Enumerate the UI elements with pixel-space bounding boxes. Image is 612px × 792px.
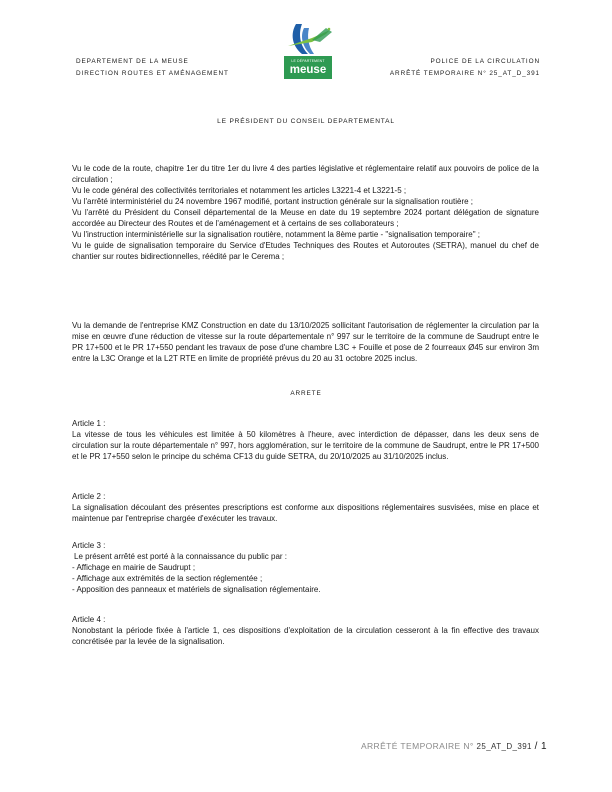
- logo-band: [284, 56, 332, 79]
- logo-name: meuse: [289, 64, 327, 76]
- visa-item: Vu le guide de signalisation temporaire du Service d'Etudes Techniques des Routes et Autoroutes (SETRA), manuel du chef de chantier sur routes bidirectionnelles, réédité par le Cerema ;: [72, 241, 539, 261]
- header-right: [390, 56, 540, 79]
- direction-name: DIRECTION ROUTES ET AMÉNAGEMENT: [76, 69, 229, 77]
- article-4: [72, 614, 539, 647]
- footer-label: ARRÊTÉ TEMPORAIRE N°: [360, 741, 474, 751]
- meuse-logo: [282, 20, 334, 82]
- visa-item: Vu l'arrêté interministériel du 24 novembre 1967 modifié, portant instruction générale sur la signalisation routière ;: [72, 197, 473, 206]
- header-left: [76, 56, 229, 79]
- visa-item: Vu l'instruction interministérielle sur la signalisation routière, notamment la 8ème partie - "signalisation temporaire" ;: [72, 230, 480, 239]
- article-title: Article 1 :: [72, 419, 106, 428]
- visa-item: Vu le code général des collectivités territoriales et notamment les articles L3221-4 et L3221-5 ;: [72, 186, 407, 195]
- visas-block: [72, 163, 539, 262]
- visa-item: Vu l'arrêté du Président du Conseil départemental de la Meuse en date du 19 septembre 2024 portant délégation de signature accordée au Directeur des Routes et de l'aménagement et à certains de ses collaborateurs ;: [72, 208, 539, 228]
- article-text: La signalisation découlant des présentes prescriptions est conforme aux dispositions réglementaires susvisées, mise en place et maintenue par l'entreprise chargée d'exécuter les travaux.: [72, 503, 539, 523]
- logo-emblem-icon: [282, 20, 334, 58]
- visa-item: Vu le code de la route, chapitre 1er du titre 1er du livre 4 des parties législative et réglementaire relatif aux pouvoirs de police de la circulation ;: [72, 164, 539, 184]
- department-name: DEPARTEMENT DE LA MEUSE: [76, 58, 189, 65]
- request-text: Vu la demande de l'entreprise KMZ Construction en date du 13/10/2025 sollicitant l'autorisation de réglementer la circulation par la mise en œuvre d'une réduction de vitesse sur la route départementale n° 997 sur le territoire de la commune de Saudrupt entre le PR 17+500 et le PR 17+550 pendant les travaux de pose d'une chambre L3C + Fouille et pose de 2 fourreaux Ø45 sur environ 3m entre la L3C Orange et la L2T RTE en limite de propriété prévus du 20 au 31 octobre 2025 inclus.: [72, 321, 539, 363]
- arrete-number: ARRÊTÉ TEMPORAIRE N° 25_AT_D_391: [389, 69, 540, 77]
- article-title: Article 3 :: [72, 541, 106, 550]
- document-title: LE PRÉSIDENT DU CONSEIL DEPARTEMENTAL: [217, 118, 395, 125]
- article-1: [72, 418, 539, 462]
- arrete-heading: ARRETE: [290, 390, 322, 397]
- article-title: Article 4 :: [72, 615, 106, 624]
- page-number: / 1: [534, 741, 547, 752]
- footer-number: 25_AT_D_391: [476, 742, 532, 751]
- article-text: La vitesse de tous les véhicules est limitée à 50 kilomètres à l'heure, avec interdiction de dépasser, dans les deux sens de circulation sur la route départementale n° 997, hors agglomération, sur le territoire de la commune de Saudrupt, entre le PR 17+500 et le PR 17+550 selon le principe du schéma CF13 du guide SETRA, du 20/10/2025 au 31/10/2025 inclus.: [72, 430, 539, 461]
- article-3: [72, 540, 539, 595]
- police-label: POLICE DE LA CIRCULATION: [430, 58, 540, 65]
- list-item: - Affichage en mairie de Saudrupt ;: [72, 563, 196, 572]
- list-item: - Apposition des panneaux et matériels de signalisation réglementaire.: [72, 585, 321, 594]
- page-footer: [361, 741, 547, 752]
- article-intro: Le présent arrêté est porté à la connaissance du public par :: [74, 552, 288, 561]
- article-text: Nonobstant la période fixée à l'article 1, ces dispositions d'exploitation de la circulation cesseront à la fin effective des travaux concrétisée par la levée de la signalisation.: [72, 626, 539, 646]
- list-item: - Affichage aux extrémités de la section réglementée ;: [72, 574, 263, 583]
- article-2: [72, 491, 539, 524]
- article-title: Article 2 :: [72, 492, 106, 501]
- logo-small-text: LE DÉPARTEMENT: [291, 59, 325, 63]
- request-paragraph: [72, 320, 539, 364]
